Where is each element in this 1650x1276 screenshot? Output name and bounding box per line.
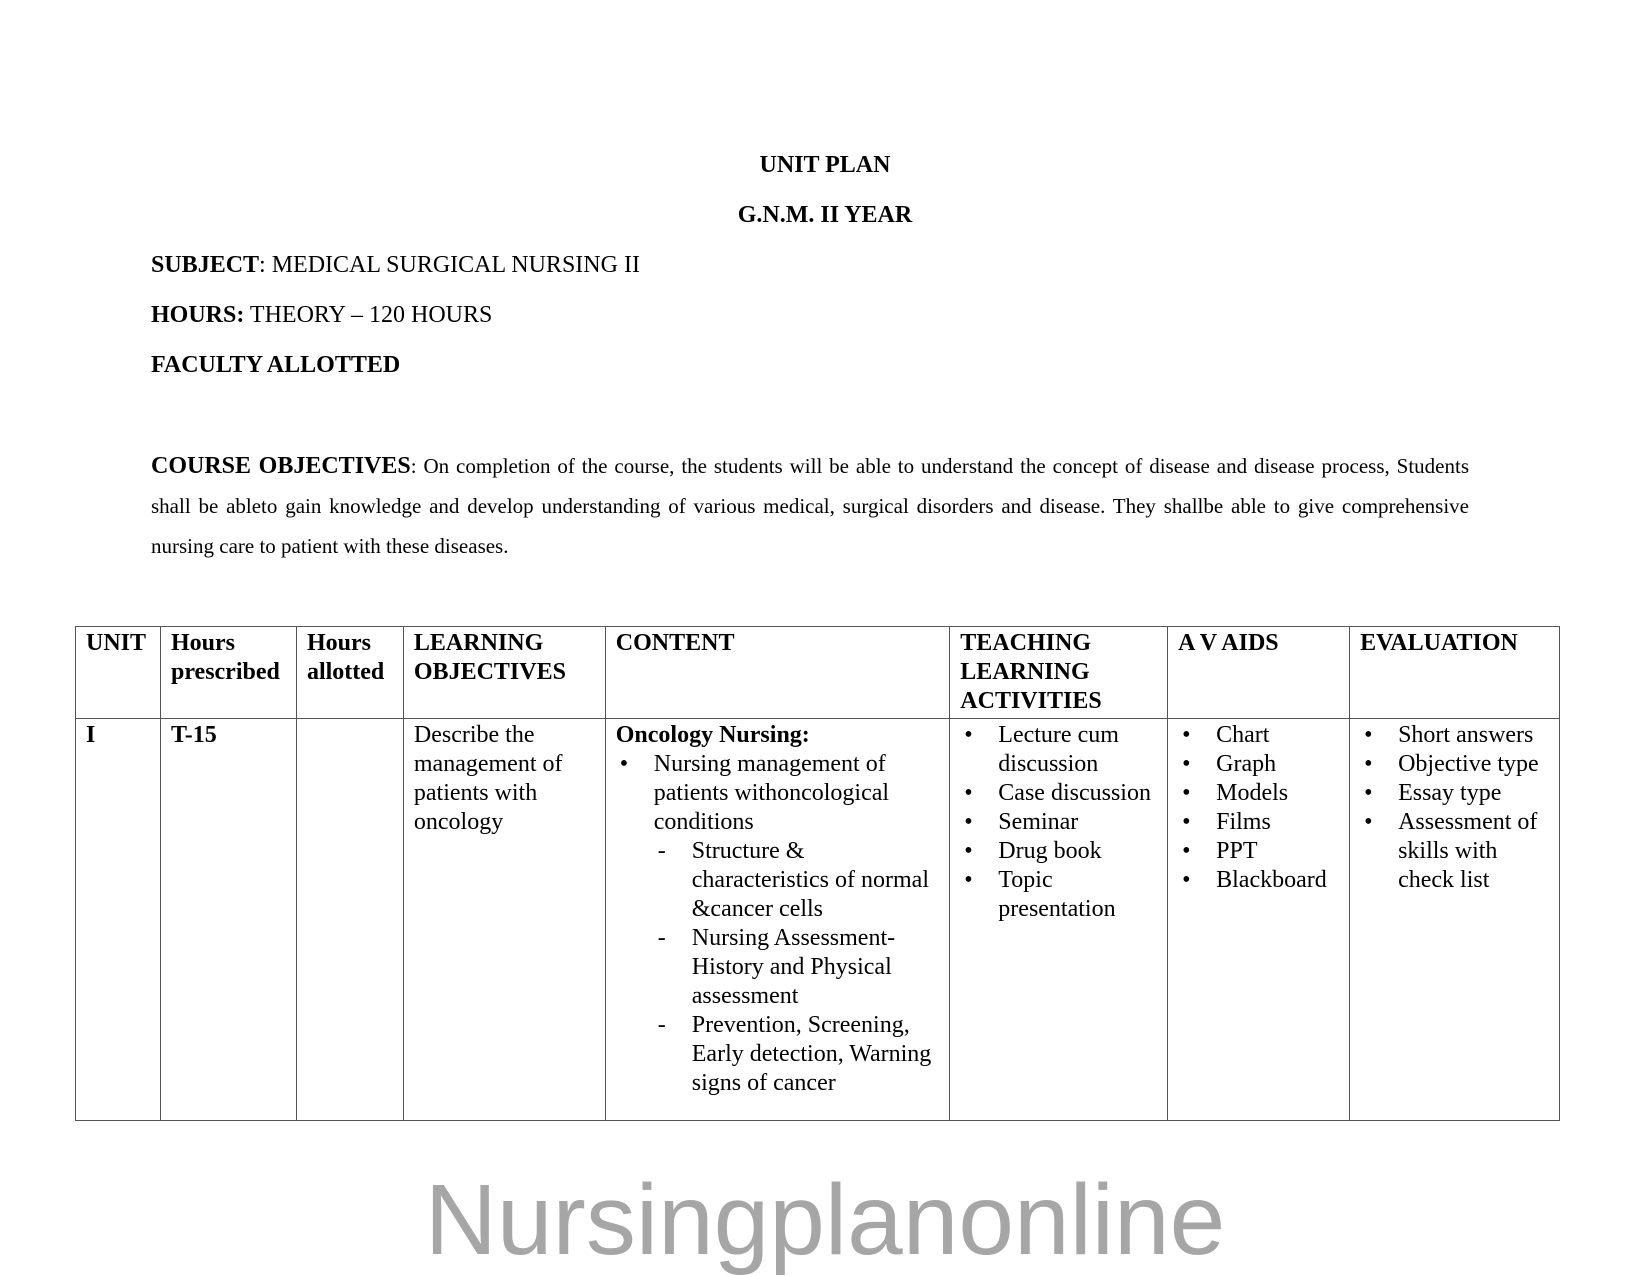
page-title: UNIT PLAN [759,152,891,178]
hours-line [151,302,492,329]
list-item: - Nursing Assessment- History and Physical assessment [654,924,940,1011]
cell-evaluation [1350,719,1560,1121]
header-learning-objectives: LEARNING OBJECTIVES [403,627,605,719]
list-item: • Models [1178,779,1339,808]
cell-content [605,719,950,1121]
cell-learning-objectives: Describe the management of patients with oncology [403,719,605,1121]
list-item: • Essay type [1360,779,1549,808]
cell-unit: I [76,719,161,1121]
course-objectives-label: COURSE OBJECTIVES [151,453,411,479]
course-objectives [151,446,1469,566]
cell-hours-prescribed: T-15 [160,719,296,1121]
header-content: CONTENT [605,627,950,719]
list-item: • Short answers [1360,721,1549,750]
list-item: • Blackboard [1178,866,1339,895]
list-item: • Assessment of skills with check list [1360,808,1549,895]
list-item: • Graph [1178,750,1339,779]
course-objectives-text: : On completion of the course, the students will be able to understand the concept of disease and disease process, Students shall be ableto gain knowledge and develop understanding of various medical, surgical disorders and disease. They shallbe able to give comprehensive nursing care to patient with these diseases. [151,454,1469,558]
unit-plan-table [75,626,1560,1121]
header-unit: UNIT [76,627,161,719]
list-item: • Chart [1178,721,1339,750]
list-item: • PPT [1178,837,1339,866]
header-hours-prescribed: Hours prescribed [160,627,296,719]
content-title: Oncology Nursing: [615,722,810,748]
list-item: • Lecture cum discussion [960,721,1157,779]
hours-value: THEORY – 120 HOURS [244,302,493,328]
av-aids-list [1178,721,1339,895]
list-item: - Structure & characteristics of normal &cancer cells [654,837,940,924]
cell-av-aids [1168,719,1350,1121]
content-sub-list [654,837,940,1098]
page-subtitle: G.N.M. II YEAR [737,202,913,228]
list-item: • Drug book [960,837,1157,866]
list-item: • Case discussion [960,779,1157,808]
cell-hours-allotted [296,719,403,1121]
content-list [616,750,940,1098]
table-header-row [76,627,1560,719]
faculty-allotted: FACULTY ALLOTTED [151,352,401,378]
teaching-list [960,721,1157,924]
watermark: Nursingplanonline [424,1164,1226,1276]
subject-value: : MEDICAL SURGICAL NURSING II [259,252,640,278]
evaluation-list [1360,721,1549,895]
list-item: • Topic presentation [960,866,1157,924]
list-item [616,750,940,1098]
header-teaching-learning-activities: TEACHING LEARNING ACTIVITIES [950,627,1168,719]
header-evaluation: EVALUATION [1350,627,1560,719]
table-row [76,719,1560,1121]
subject-line [151,252,640,279]
list-item: • Objective type [1360,750,1549,779]
list-item: - Prevention, Screening, Early detection, Warning signs of cancer [654,1011,940,1098]
subject-label: SUBJECT [151,252,260,278]
hours-label: HOURS: [151,302,245,328]
header-hours-allotted: Hours allotted [296,627,403,719]
list-item: • Seminar [960,808,1157,837]
content-main-item: Nursing management of patients withoncological conditions [653,751,890,835]
list-item: • Films [1178,808,1339,837]
cell-teaching-activities [950,719,1168,1121]
header-av-aids: A V AIDS [1168,627,1350,719]
